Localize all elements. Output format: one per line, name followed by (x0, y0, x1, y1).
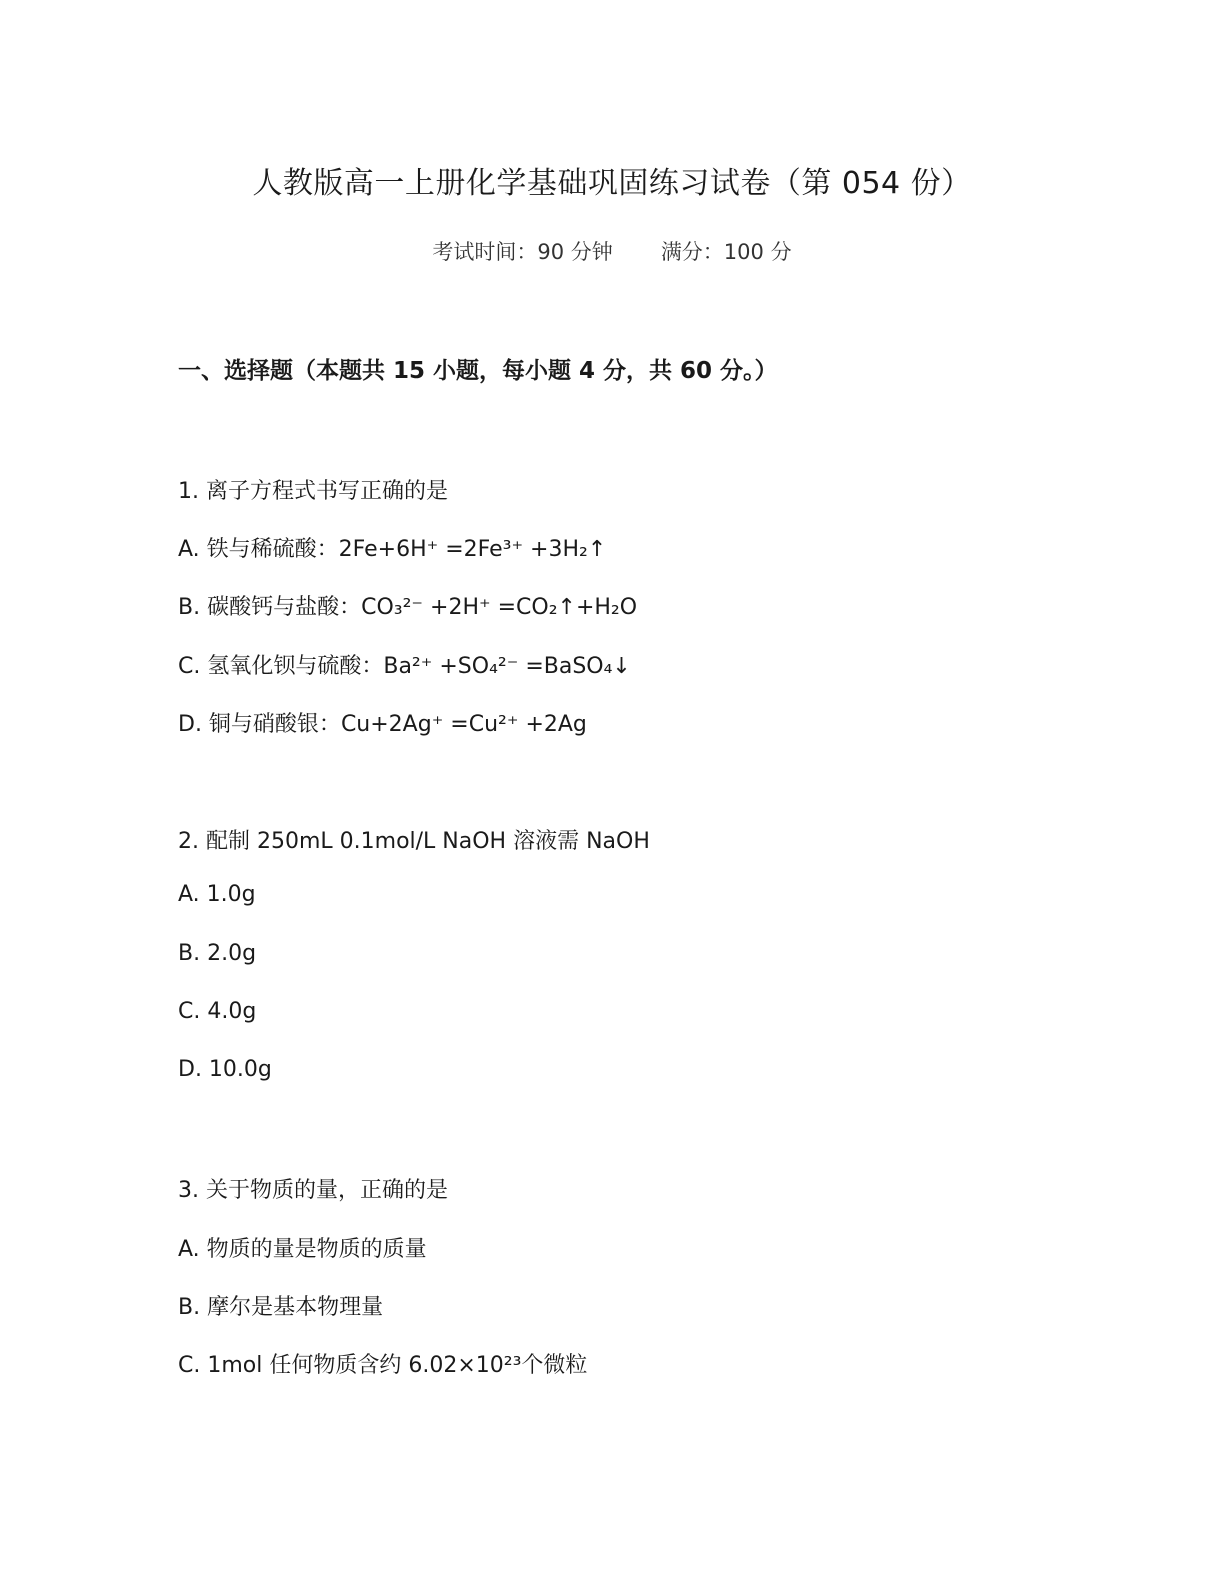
question-1-option-c (178, 649, 631, 680)
question-2-option-d: D. 10.0g (178, 1057, 272, 1082)
question-2-stem: 2. 配制 250mL 0.1mol/L NaOH 溶液需 NaOH (178, 829, 650, 854)
question-3-stem: 3. 关于物质的量，正确的是 (178, 1178, 448, 1203)
question-3-option-a: A. 物质的量是物质的质量 (178, 1237, 427, 1262)
exam-score: 满分：100 分 (660, 240, 792, 264)
exam-info (0, 236, 1224, 266)
question-1-stem: 1. 离子方程式书写正确的是 (178, 479, 448, 504)
question-1-option-d (178, 707, 587, 738)
option-label: B. 碳酸钙与盐酸： (178, 595, 362, 620)
option-label: C. 氢氧化钡与硫酸： (178, 654, 384, 679)
question-1-option-b (178, 590, 637, 621)
option-formula: CO₃²⁻ +2H⁺ =CO₂↑+H₂O (361, 595, 638, 620)
question-1-option-a (178, 532, 606, 563)
option-label: A. 铁与稀硫酸： (178, 537, 339, 562)
exam-time: 考试时间：90 分钟 (432, 240, 613, 264)
question-3-option-c: C. 1mol 任何物质含约 6.02×10²³个微粒 (178, 1353, 588, 1378)
question-3-option-b: B. 摩尔是基本物理量 (178, 1295, 384, 1320)
section-heading: 一、选择题（本题共 15 小题，每小题 4 分，共 60 分。） (178, 358, 778, 384)
question-2-option-a: A. 1.0g (178, 882, 256, 907)
option-formula: Ba²⁺ +SO₄²⁻ =BaSO₄↓ (383, 654, 631, 679)
question-2-option-b: B. 2.0g (178, 941, 257, 966)
option-label: D. 铜与硝酸银： (178, 712, 341, 737)
option-formula: Cu+2Ag⁺ =Cu²⁺ +2Ag (340, 712, 587, 737)
option-formula: 2Fe+6H⁺ =2Fe³⁺ +3H₂↑ (338, 537, 607, 562)
question-2-option-c: C. 4.0g (178, 999, 257, 1024)
page-title: 人教版高一上册化学基础巩固练习试卷（第 054 份） (252, 166, 972, 201)
